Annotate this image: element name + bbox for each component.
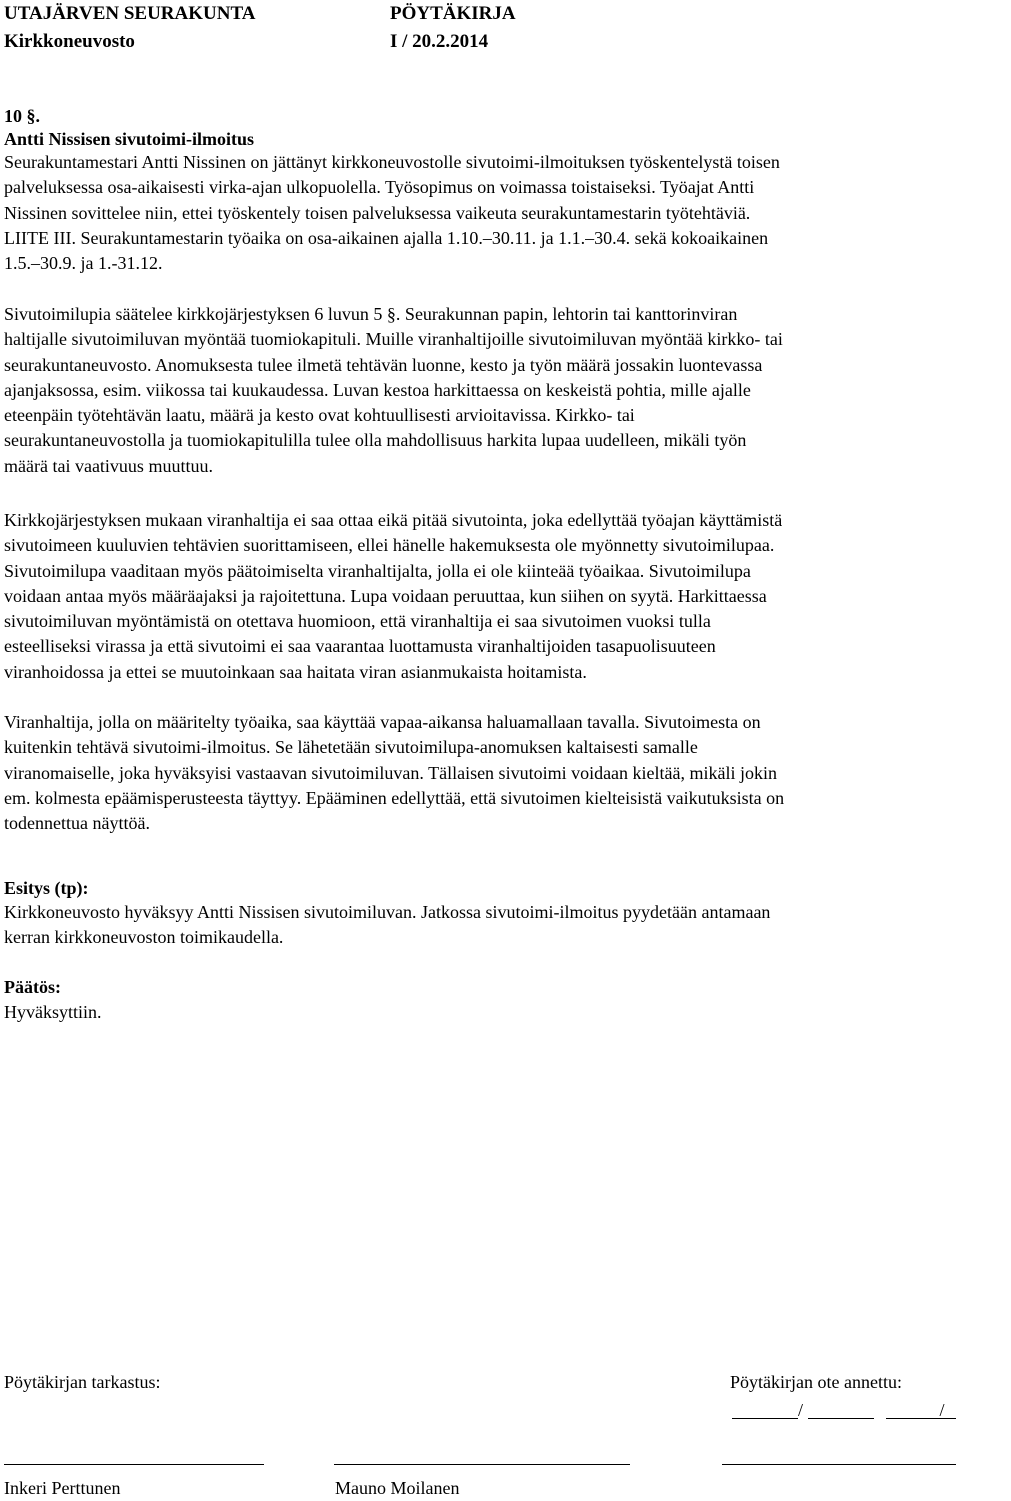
review-label: Pöytäkirjan tarkastus:	[4, 1372, 161, 1392]
text-line: ajanjaksossa, esim. viikossa tai kuukaudessa. Luvan kestoa harkittaessa on keskeistä pohtia, mille ajalle	[4, 379, 751, 400]
text-line: sivutoimeen kuuluvien tehtävien suorittamiseen, ellei hänelle hakemuksesta ole myönnetty sivutoimilupaa.	[4, 535, 775, 556]
decision-label: Päätös:	[4, 977, 61, 997]
text-line: eteenpäin työtehtävän laatu, määrä ja kesto ovat kohtuullisesti arvioitavissa. Kirkko- tai	[4, 405, 635, 426]
section-title: Antti Nissisen sivutoimi-ilmoitus	[4, 129, 255, 149]
org-name: UTAJÄRVEN SEURAKUNTA	[4, 3, 256, 24]
text-line: viranomaiselle, joka hyväksyisi vastaavan sivutoimiluvan. Tällaisen sivutoimi voidaan kieltää, mikäli jokin	[4, 762, 778, 783]
decision-text: Hyväksyttiin.	[4, 1002, 102, 1022]
text-line: määrä tai vaativuus muuttuu.	[4, 455, 213, 476]
proposal-text	[4, 900, 954, 951]
text-line: viranhoidossa ja ettei se muutoinkaan saa haitata viran asianmukaista hoitamista.	[4, 661, 587, 682]
text-line: 1.5.–30.9. ja 1.-31.12.	[4, 253, 163, 274]
text-line: todennettua näyttöä.	[4, 813, 150, 834]
text-line: em. kolmesta epäämisperusteesta täyttyy. Epääminen edellyttää, että sivutoimen kielteisistä vaikutuksista on	[4, 787, 785, 808]
date-separators: / /	[798, 1400, 1011, 1420]
signature-line-2	[334, 1464, 630, 1465]
text-line: Nissinen sovittelee niin, ettei työskentely toisen palveluksessa vaikeuta seurakuntamestarin työtehtäviä.	[4, 202, 751, 223]
text-line: kuitenkin tehtävä sivutoimi-ilmoitus. Se lähetetään sivutoimilupa-anomuksen kaltaisesti samalle	[4, 737, 698, 758]
section-number: 10 §.	[4, 106, 40, 126]
signature-line-1	[4, 1464, 264, 1465]
text-line: Sivutoimilupa vaaditaan myös päätoimiselta viranhaltijalta, jolla ei ole kiinteää työaikaa. Sivutoimilupa	[4, 560, 751, 581]
text-line: LIITE III. Seurakuntamestarin työaika on osa-aikainen ajalla 1.10.–30.11. ja 1.1.–30.4. sekä kokoaikainen	[4, 227, 769, 248]
text-line: sivutoimiluvan myöntämistä on otettava huomioon, että viranhaltija ei saa sivutoimen vuoksi tulla	[4, 611, 711, 632]
text-line: seurakuntaneuvosto. Anomuksesta tulee ilmetä tehtävän luonne, kesto ja työn määrä jossakin luontevassa	[4, 354, 763, 375]
text-line: Kirkkojärjestyksen mukaan viranhaltija ei saa ottaa eikä pitää sivutointa, joka edellyttää työajan käyttämistä	[4, 510, 783, 530]
proposal-label: Esitys (tp):	[4, 878, 89, 898]
paragraph-church-order	[4, 508, 954, 685]
date-day-line	[732, 1418, 798, 1419]
text-line: Sivutoimilupia säätelee kirkkojärjestyksen 6 luvun 5 §. Seurakunnan papin, lehtorin tai kanttorinviran	[4, 304, 738, 324]
text-line: esteelliseksi virassa ja että sivutoimi ei saa vaarantaa luottamusta viranhaltijoiden tasapuolisuuteen	[4, 636, 716, 657]
paragraph-free-time	[4, 710, 954, 836]
text-line: kerran kirkkoneuvoston toimikaudella.	[4, 927, 284, 948]
text-line: voidaan antaa myös määräajaksi ja rajoitettuna. Lupa voidaan peruuttaa, kun siihen on syytä. Harkittaessa	[4, 585, 767, 606]
text-line: Kirkkoneuvosto hyväksyy Antti Nissisen sivutoimiluvan. Jatkossa sivutoimi-ilmoitus pyydetään antamaan	[4, 902, 771, 922]
text-line: Viranhaltija, jolla on määritelty työaika, saa käyttää vapaa-aikansa haluamallaan tavalla. Sivutoimesta on	[4, 712, 761, 732]
text-line: haltijalle sivutoimiluvan myöntää tuomiokapituli. Muille viranhaltijoille sivutoimiluvan myöntää kirkko- tai	[4, 329, 783, 350]
text-line: palveluksessa osa-aikaisesti virka-ajan ulkopuolella. Työsopimus on voimassa toistaiseksi. Työajat Antti	[4, 177, 755, 198]
text-line: Seurakuntamestari Antti Nissinen on jättänyt kirkkoneuvostolle sivutoimi-ilmoituksen työskentelystä toisen	[4, 152, 780, 172]
meeting-id: I / 20.2.2014	[390, 31, 489, 52]
document-type: PÖYTÄKIRJA	[390, 3, 516, 24]
meeting-body: Kirkkoneuvosto	[4, 31, 135, 52]
signature-line-3	[722, 1464, 956, 1465]
paragraph-background	[4, 150, 954, 276]
text-line: seurakuntaneuvostolla ja tuomiokapitulilla tulee olla mahdollisuus harkita lupaa uudelleen, mikäli työn	[4, 430, 747, 451]
paragraph-regulation	[4, 302, 954, 479]
signer-2-name: Mauno Moilanen	[335, 1478, 460, 1498]
extract-label: Pöytäkirjan ote annettu:	[730, 1372, 902, 1392]
signer-1-name: Inkeri Perttunen	[4, 1478, 121, 1498]
